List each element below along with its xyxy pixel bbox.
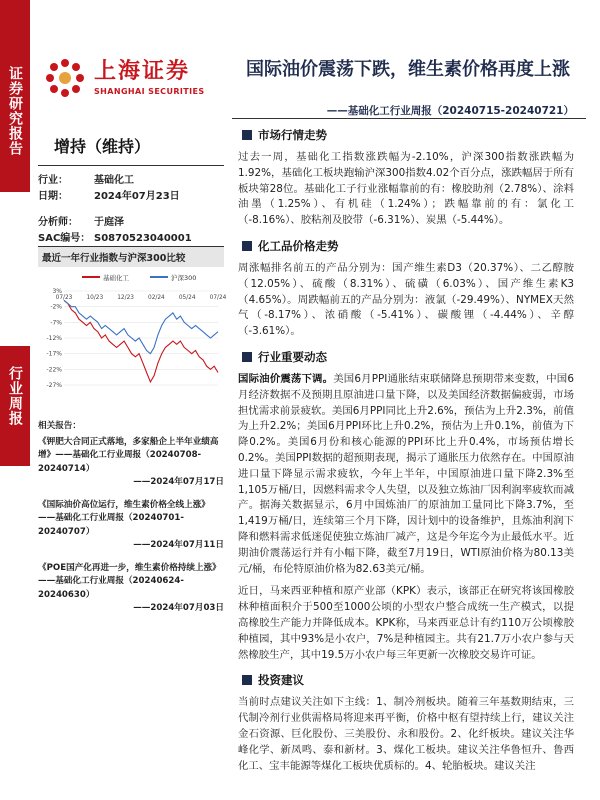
x-tick-label: 07/23 bbox=[55, 295, 73, 301]
industry-value: 基础化工 bbox=[94, 175, 134, 186]
sidebar-band-top bbox=[0, 0, 30, 192]
section-news bbox=[238, 346, 574, 663]
section-advice-title: 投资建议 bbox=[258, 673, 304, 688]
brand-mark-icon bbox=[44, 57, 86, 99]
legend-label-series-2: 沪深300 bbox=[171, 274, 197, 282]
industry-label: 行业： bbox=[38, 175, 68, 186]
analyst-label: 分析师： bbox=[38, 217, 78, 228]
x-tick-label: 07/24 bbox=[209, 295, 227, 301]
sac-value: S0870523040001 bbox=[94, 233, 192, 244]
y-tick-label: -12% bbox=[46, 335, 62, 342]
y-tick-label: -27% bbox=[46, 382, 62, 389]
brand-logo bbox=[44, 54, 224, 102]
x-tick-label: 10/23 bbox=[86, 295, 104, 301]
section-prices-text: 周涨幅排名前五的产品分别为：国产维生素D3（20.37%）、二乙醇胺（12.05%）、硫酸（8.31%）、硫磺（6.03%）、国产维生素K3（4.65%）。周跌幅前五的产品分别为：液氯（-29.49%）、NYMEX天然气（-8.17%）、浓硝酸（-5.41%）、碳酸锂（-4.44%）、辛醇（-3.61%）。 bbox=[238, 261, 574, 338]
section-news-title: 行业重要动态 bbox=[258, 349, 327, 364]
rating-label: 增持（维持） bbox=[38, 128, 224, 166]
x-tick-label: 05/24 bbox=[178, 295, 196, 301]
section-square-icon bbox=[242, 675, 252, 685]
section-advice-text: 当前时点建议关注如下主线：1、制冷剂板块。随着三年基数期结束，三代制冷剂行业供需格局将迎来再平衡，价格中枢有望持续上行，建议关注金石资源、巨化股份、三美股份、永和股份。2、化纤板块。建议关注华峰化学、新凤鸣、泰和新材。3、煤化工板块。建议关注华鲁恒升、鲁西化工、宝丰能源等煤化工板块优质标的。4、轮胎板块。建议关注 bbox=[238, 696, 574, 772]
section-market-title: 市场行情走势 bbox=[258, 128, 327, 142]
section-market bbox=[238, 124, 574, 229]
date-label: 日期： bbox=[38, 191, 68, 202]
y-tick-label: -22% bbox=[46, 366, 62, 374]
section-market-text: 过去一周，基础化工指数涨跌幅为-2.10%，沪深300指数涨跌幅为1.92%，基础化工板块跑输沪深300指数4.02个百分点，涨跌幅居于所有板块第28位。基础化工子行业涨幅靠前的有：橡胶助剂（2.78%）、涂料油墨（1.25%）、有机硅（1.24%）；跌幅靠前的有：氯化工（-8.16%）、胶粘剂及胶带（-6.31%）、炭黑（-5.44%）。 bbox=[238, 151, 574, 227]
y-tick-label: -7% bbox=[50, 319, 62, 327]
report-title: 国际油价震荡下跌，维生素价格再度上涨 bbox=[246, 59, 570, 80]
related-reports bbox=[38, 420, 224, 625]
section-news-lead: 国际油价震荡下调。 bbox=[238, 372, 334, 385]
related-report-3[interactable]: 《POE国产化再进一步，维生素价格持续上涨》——基础化工行业周报（20240624-20240630） bbox=[38, 562, 221, 600]
section-news-body: 美国6月PPI通胀结束联储降息预期带来变数，中国6月经济数据不及预期且原油进口量下降，以及美国经济数据偏疲弱，市场担忧需求前景疲软。美国6月PPI同比上升2.6%，预估为上升2.3%，前值为上升2.2%；美国6月PPI环比上升0.2%，预估为上升0.1%，前值为下降0.2%。美国6月份和核心能源的PPI环比上升0.4%，市场预估增长0.2%。美国PPI数据的超预期表现，揭示了通胀压力依然存在。中国原油进口量下降显示需求疲软，今年上半年，中国原油进口量下降2.3%至1,105万桶/日，因燃料需求令人失望，以及独立炼油厂因利润率疲软而减产。据海关数据显示，6月中国炼油厂的原油加工量同比下降3.7%，至1,419万桶/日，连续第三个月下降，因计划中的设备维护，且炼油利润下降和燃料需求低迷促使独立炼油厂减产，这是今年迄今为止最低水平。近期油价震荡运行并有小幅下降，截至7月19日，WTI原油价格为80.13美元/桶，布伦特原油价格为82.63美元/桶。 bbox=[238, 372, 574, 575]
x-tick-label: 02/24 bbox=[148, 295, 165, 301]
y-tick-label: -17% bbox=[46, 350, 62, 358]
brand-name-cn: 上海证券 bbox=[94, 58, 191, 84]
report-subtitle: ——基础化工行业周报（20240715-20240721） bbox=[326, 105, 574, 117]
section-square-icon bbox=[242, 352, 252, 362]
section-square-icon bbox=[242, 241, 252, 251]
section-news-text-2: 近日，马来西亚种植和原产业部（KPK）表示，该部正在研究将该国橡胶林种植面积介于500至1000公顷的小型农户整合成统一生产模式，以提高橡胶生产能力并降低成本。KPK称，马来西亚总计有约110万公顷橡胶种植园，其中93%是小农户，7%是种植园主。共有21.7万小农户参与天然橡胶生产，其中19.5万小农户每三年更新一次橡胶交易许可证。 bbox=[238, 585, 574, 661]
sidebar-mid-label: 行业周报 bbox=[7, 366, 23, 426]
analyst-value: 于庭泽 bbox=[94, 217, 124, 228]
section-news-text bbox=[238, 372, 574, 577]
y-tick-label: 3% bbox=[52, 288, 62, 295]
header-divider bbox=[232, 118, 586, 119]
x-tick-label: 12/23 bbox=[117, 295, 134, 301]
related-head: 相关报告： bbox=[38, 421, 81, 431]
left-column bbox=[38, 128, 224, 247]
chart-title: 最近一年行业指数与沪深300比较 bbox=[38, 246, 224, 267]
related-report-1[interactable]: 《钾肥大合同正式落地，多家船企上半年业绩高增》——基础化工行业周报（20240708-20240714） bbox=[38, 436, 219, 474]
section-prices bbox=[238, 235, 574, 340]
sidebar-band-mid bbox=[0, 346, 30, 466]
sidebar-top-label: 证券研究报告 bbox=[7, 66, 23, 156]
section-advice bbox=[238, 669, 574, 774]
y-tick-label: -2% bbox=[50, 303, 62, 311]
chart-plot bbox=[38, 267, 227, 395]
series-line-2 bbox=[64, 300, 218, 353]
legend-label-series-1: 基础化工 bbox=[103, 274, 129, 282]
related-report-2-date: ——2024年07月11日 bbox=[133, 540, 224, 550]
section-square-icon bbox=[242, 130, 252, 140]
related-report-2[interactable]: 《国际油价高位运行，维生素价格全线上涨》——基础化工行业周报（20240701-20240707） bbox=[38, 499, 210, 537]
brand-name-en: SHANGHAI SECURITIES bbox=[94, 86, 205, 96]
main-content bbox=[238, 124, 574, 780]
sac-label: SAC编号： bbox=[38, 233, 91, 244]
related-report-1-date: ——2024年07月17日 bbox=[133, 477, 224, 487]
date-value: 2024年07月23日 bbox=[94, 191, 180, 202]
index-comparison-chart bbox=[38, 246, 227, 394]
related-report-3-date: ——2024年07月03日 bbox=[133, 603, 224, 613]
report-meta bbox=[38, 173, 224, 247]
section-prices-title: 化工品价格走势 bbox=[258, 238, 339, 253]
